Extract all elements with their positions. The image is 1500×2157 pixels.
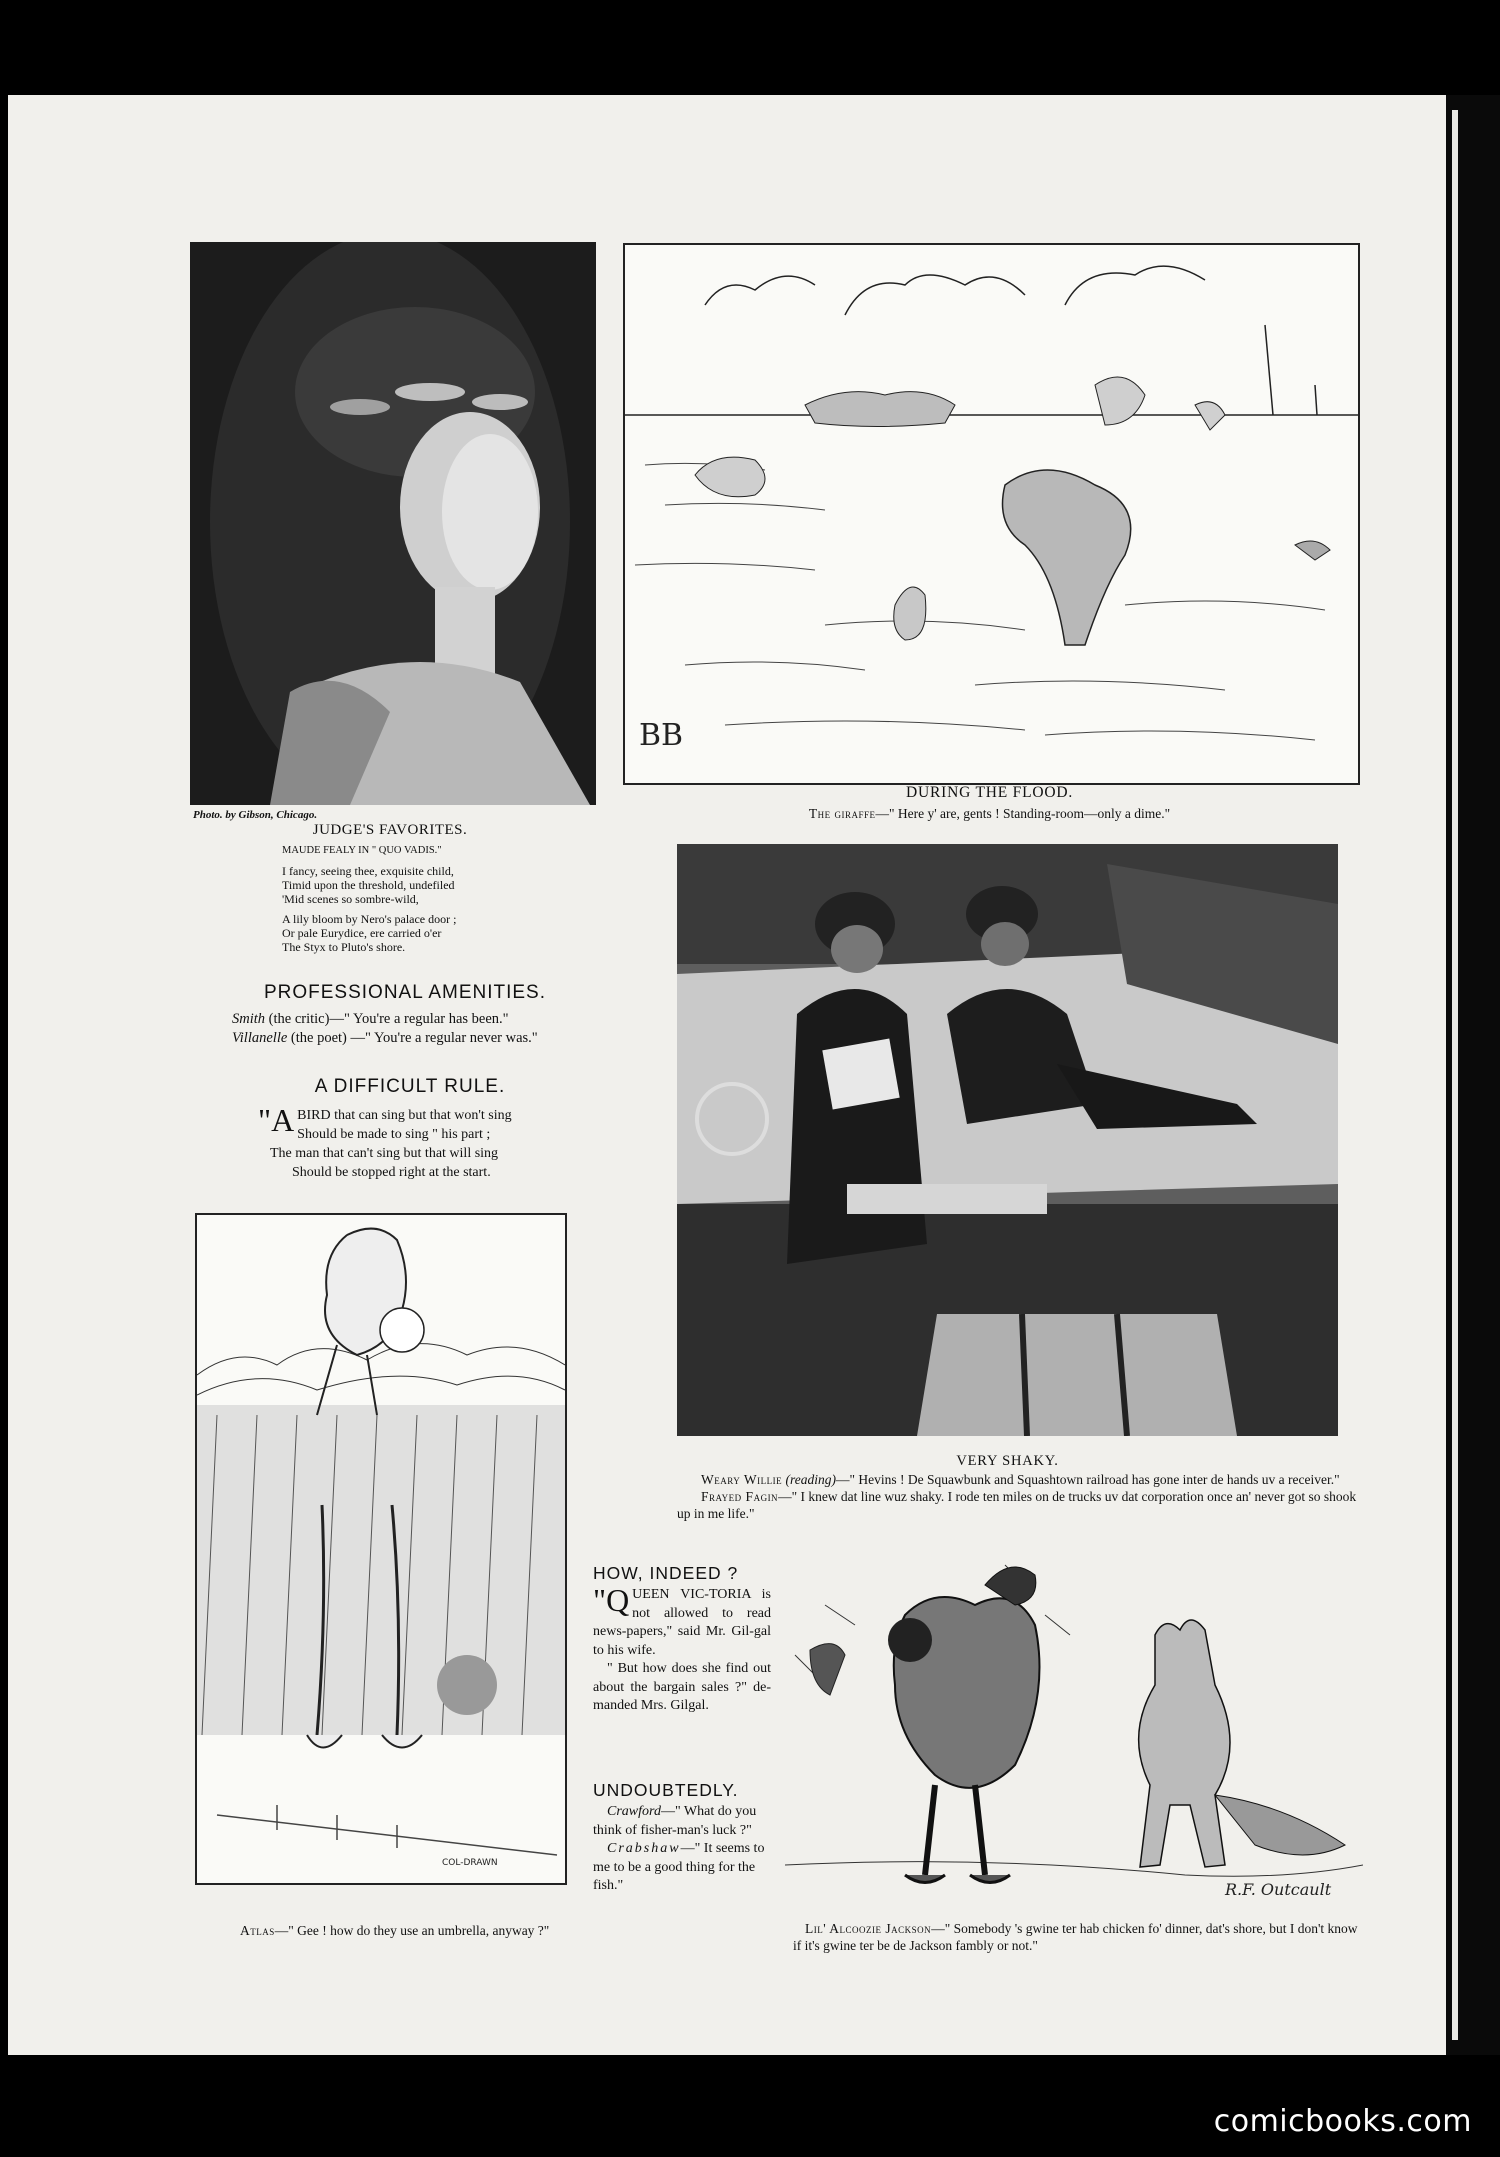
difficult-rule-poem [258, 1102, 618, 1182]
drop-cap-q: "Q [593, 1582, 630, 1618]
rule-line: Should be stopped right at the start. [292, 1165, 491, 1180]
speaker-villanelle: Villanelle [232, 1030, 288, 1046]
rule-line: Should be made to sing " his part ; [297, 1127, 491, 1142]
how-indeed-column [593, 1563, 771, 1716]
watermark[interactable]: comicbooks.com [1213, 2104, 1472, 2139]
drop-cap-a: "A [258, 1102, 295, 1138]
speaker-smith: Smith [232, 1011, 266, 1027]
chicken-cartoon [785, 1545, 1363, 1910]
weary-willie-line: —" Hevins ! De Squawbunk and Squashtown railroad has gone inter de hands uv a receiver." [835, 1472, 1340, 1487]
judges-favorites-title: JUDGE'S FAVORITES. [312, 822, 468, 838]
poem-line: A lily bloom by Nero's palace door ; [282, 912, 457, 926]
atlas-signature: COL-DRAWN [442, 1858, 498, 1868]
portrait-credit: Photo. by Gibson, Chicago. [193, 809, 318, 821]
flood-signature: BB [639, 718, 684, 753]
rule-line: BIRD that can sing but that won't sing [297, 1108, 512, 1123]
very-shaky-caption [677, 1471, 1357, 1522]
poem-line: Or pale Eurydice, ere carried o'er [282, 926, 442, 940]
professional-amenities-text [232, 1010, 652, 1048]
poem-line: The Styx to Pluto's shore. [282, 940, 406, 954]
atlas-illustration [197, 1215, 565, 1883]
atlas-caption [240, 1922, 580, 1939]
very-shaky-photo [677, 844, 1338, 1436]
stage-direction: (reading) [785, 1472, 836, 1487]
undoubtedly-title: UNDOUBTEDLY. [593, 1780, 739, 1800]
atlas-cartoon [195, 1213, 567, 1885]
speaker-crawford: Crawford [607, 1804, 661, 1819]
how-indeed-text-1: UEEN VIC-TORIA is not allowed to read news-papers," said Mr. Gil-gal to his wife. [593, 1587, 771, 1658]
flood-caption [623, 804, 1356, 823]
chicken-caption [793, 1920, 1363, 1954]
very-shaky-title: VERY SHAKY. [956, 1453, 1059, 1469]
poem-line: 'Mid scenes so sombre-wild, [282, 892, 419, 906]
speaker-crabshaw: Crabshaw [607, 1841, 681, 1856]
flood-cartoon [623, 243, 1360, 785]
facing-page-edge [1452, 110, 1458, 2040]
chicken-caption-text: —" Somebody 's gwine ter hab chicken fo' dinner, dat's shore, but I don't know if it's gwine ter be de Jackson fambly or not." [793, 1921, 1358, 1953]
judges-favorites [240, 822, 540, 839]
amenities-line-2: (the poet) —" You're a regular never was." [290, 1030, 538, 1046]
flood-speaker: The giraffe [808, 806, 876, 821]
how-indeed-title: HOW, INDEED ? [593, 1563, 739, 1583]
flood-title: DURING THE FLOOD. [905, 784, 1074, 801]
tramps-on-railcar-image [677, 844, 1338, 1436]
poem-stanza-1 [282, 864, 552, 906]
poem-line: Timid upon the threshold, undefiled [282, 878, 455, 892]
speaker-lil-alcoozie: Lil' Alcoozie Jackson [805, 1921, 932, 1936]
atlas-caption-text: —" Gee ! how do they use an umbrella, anyway ?" [274, 1923, 550, 1938]
chicken-signature: R.F. Outcault [1225, 1880, 1332, 1899]
atlas-speaker: Atlas [240, 1923, 275, 1938]
poem-stanza-2 [282, 912, 552, 954]
undoubtedly-column [593, 1780, 771, 1896]
crabshaw-line: —" It seems to me to be a good thing for the fish." [593, 1841, 765, 1893]
poem-line: I fancy, seeing thee, exquisite child, [282, 864, 454, 878]
speaker-frayed-fagin: Frayed Fagin [701, 1489, 779, 1504]
flood-caption-text: —" Here y' are, gents ! Standing-room—only a dime." [875, 806, 1171, 821]
portrait-photo [190, 242, 596, 805]
portrait-image [190, 242, 596, 805]
difficult-rule-title: A DIFFICULT RULE. [314, 1076, 506, 1097]
how-indeed-text-2: " But how does she find out about the bargain sales ?" de-manded Mrs. Gilgal. [593, 1661, 771, 1713]
crawford-line: —" What do you think of fisher-man's luck ?" [593, 1804, 757, 1838]
flood-illustration [625, 245, 1358, 783]
judges-favorites-subtitle: MAUDE FEALY IN " QUO VADIS." [282, 845, 442, 856]
amenities-line-1: (the critic)—" You're a regular has been." [268, 1011, 509, 1027]
professional-amenities-title: PROFESSIONAL AMENITIES. [263, 982, 547, 1003]
rule-line: The man that can't sing but that will sing [270, 1146, 499, 1161]
speaker-weary-willie: Weary Willie [701, 1472, 783, 1487]
frayed-fagin-line: —" I knew dat line wuz shaky. I rode ten miles on de trucks uv dat corporation once an' never got so shook up in me life." [677, 1489, 1357, 1521]
chicken-illustration [785, 1545, 1363, 1910]
